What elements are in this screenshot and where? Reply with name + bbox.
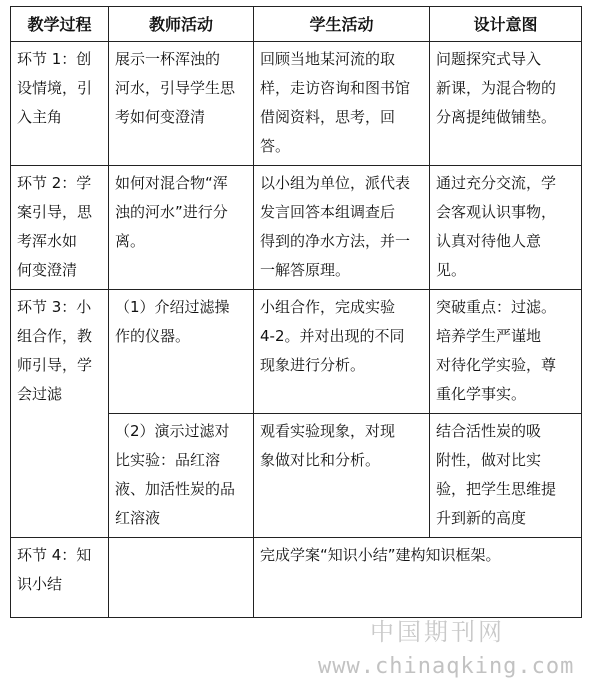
- header-student-activity: 学生活动: [254, 7, 430, 42]
- header-design-intent: 设计意图: [430, 7, 582, 42]
- table-row: [11, 166, 582, 290]
- intent-cell: 问题探究式导入 新课，为混合物的 分离提纯做铺垫。: [430, 42, 582, 166]
- process-cell: 环节 4：知 识小结: [11, 538, 109, 618]
- watermark-name: 中国期刊网: [370, 618, 505, 646]
- table-row: [11, 290, 582, 414]
- header-teacher-activity: 教师活动: [109, 7, 254, 42]
- intent-cell: 结合活性炭的吸 附性，做对比实 验，把学生思维提 升到新的高度: [430, 414, 582, 538]
- student-cell: 小组合作，完成实验 4-2。并对出现的不同 现象进行分析。: [254, 290, 430, 414]
- table-row: [11, 42, 582, 166]
- teacher-cell: （2）演示过滤对 比实验：品红溶 液、加活性炭的品 红溶液: [109, 414, 254, 538]
- process-cell: 环节 3：小 组合作，教 师引导，学 会过滤: [11, 290, 109, 538]
- intent-cell: 通过充分交流，学 会客观认识事物， 认真对待他人意 见。: [430, 166, 582, 290]
- student-cell: 以小组为单位，派代表 发言回答本组调查后 得到的净水方法，并一 一解答原理。: [254, 166, 430, 290]
- watermark-url: www.chinaqking.com: [318, 654, 575, 679]
- table-header-row: [11, 7, 582, 42]
- intent-cell: 突破重点：过滤。 培养学生严谨地 对待化学实验，尊 重化学事实。: [430, 290, 582, 414]
- lesson-plan-table: [10, 6, 582, 618]
- teacher-cell: 如何对混合物“浑 浊的河水”进行分 离。: [109, 166, 254, 290]
- table-row: [11, 538, 582, 618]
- header-process: 教学过程: [11, 7, 109, 42]
- process-cell: 环节 2：学 案引导，思 考浑水如 何变澄清: [11, 166, 109, 290]
- teacher-cell: 展示一杯浑浊的 河水，引导学生思 考如何变澄清: [109, 42, 254, 166]
- student-cell: 完成学案“知识小结”建构知识框架。: [254, 538, 582, 618]
- teacher-cell: （1）介绍过滤操 作的仪器。: [109, 290, 254, 414]
- teacher-cell: [109, 538, 254, 618]
- student-cell: 观看实验现象，对现 象做对比和分析。: [254, 414, 430, 538]
- process-cell: 环节 1：创 设情境，引 入主角: [11, 42, 109, 166]
- student-cell: 回顾当地某河流的取 样，走访咨询和图书馆 借阅资料，思考，回答。: [254, 42, 430, 166]
